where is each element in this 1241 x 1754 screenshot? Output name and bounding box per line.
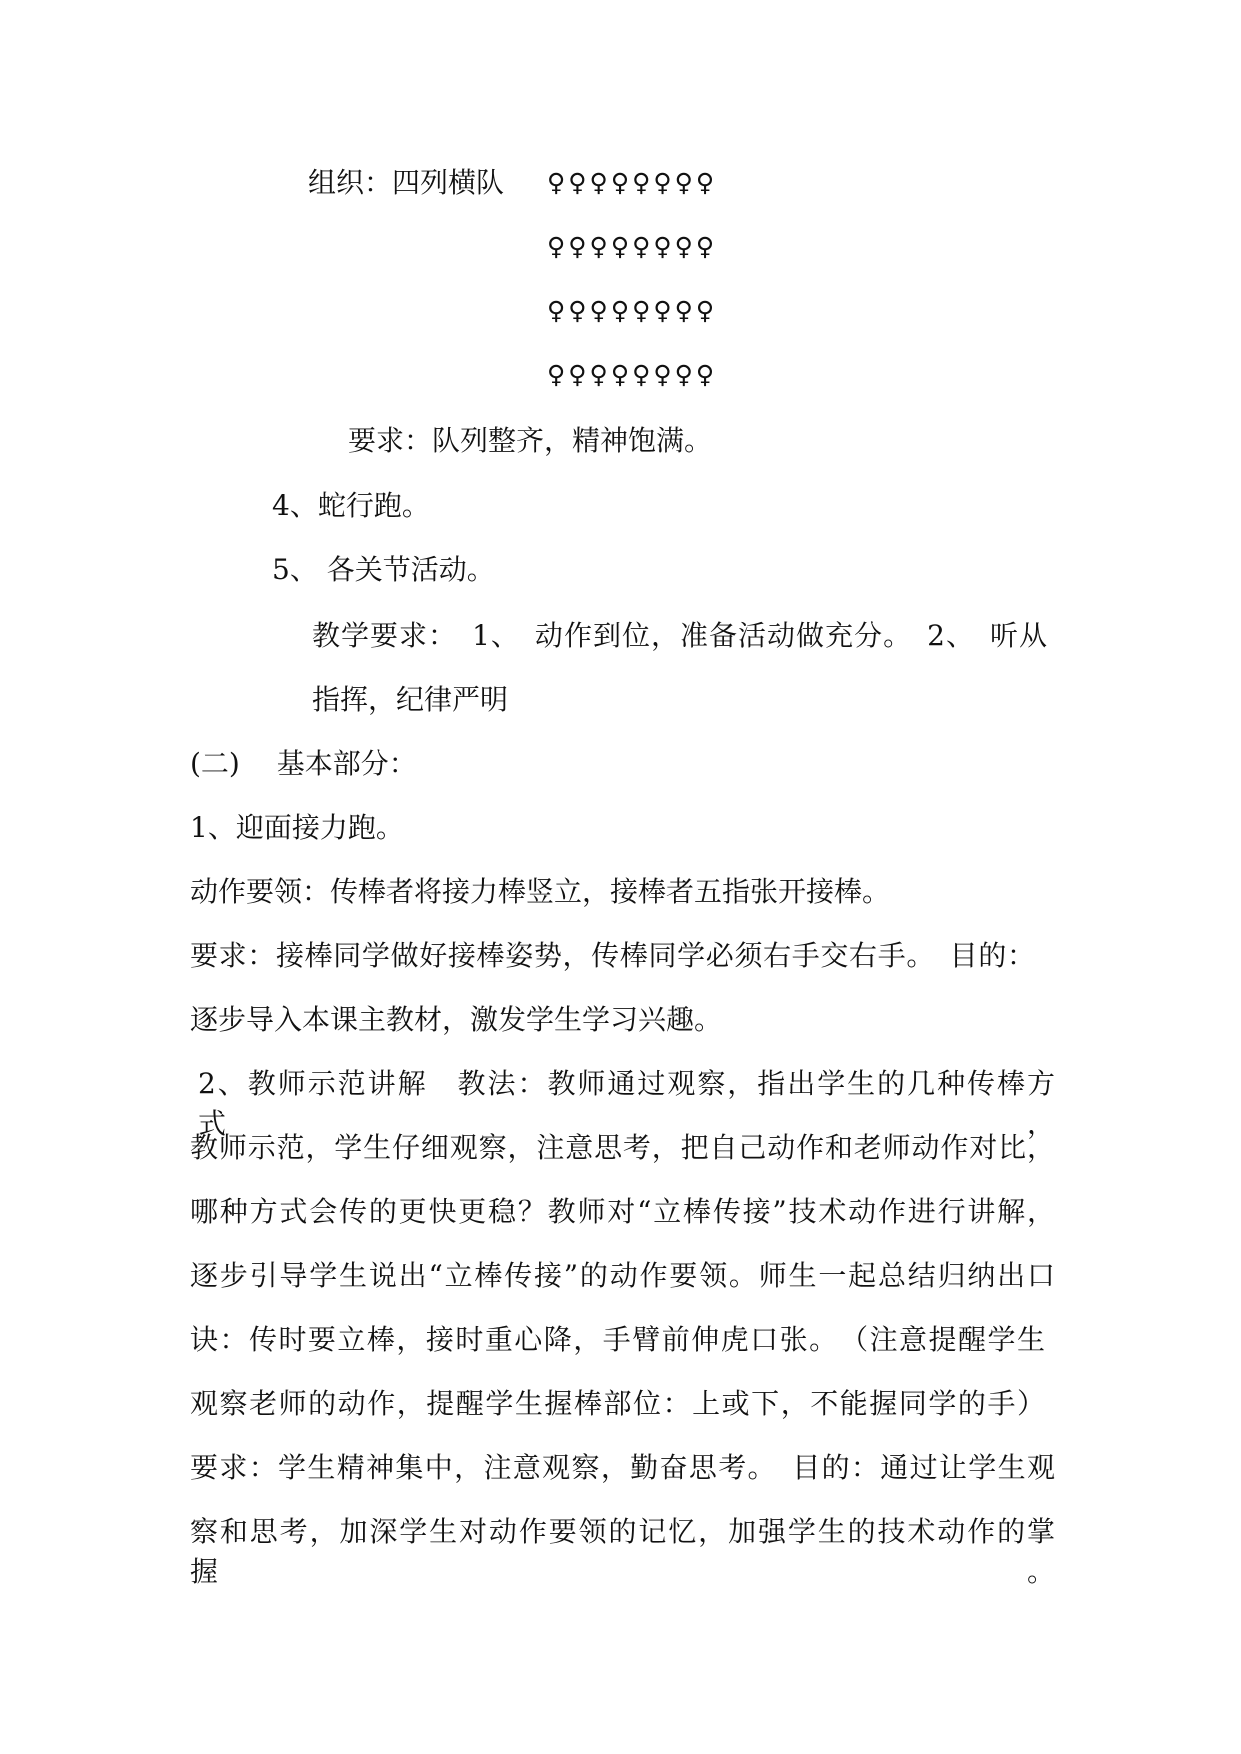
demo-paragraph-line: 要求：学生精神集中，注意观察，勤奋思考。 目的：通过让学生观 (190, 1451, 1055, 1484)
formation-row: ♀♀♀♀♀♀♀♀ (547, 360, 718, 389)
section-heading: (二) 基本部分： (190, 747, 417, 780)
formation-label: 组织：四列横队 (308, 166, 505, 199)
warmup-item-4: 4、蛇行跑。 (272, 489, 430, 522)
requirement-line-2: 逐步导入本课主教材，激发学生学习兴趣。 (190, 1003, 723, 1036)
demo-paragraph-line: 诀：传时要立棒，接时重心降，手臂前伸虎口张。 （注意提醒学生 (190, 1323, 1045, 1356)
requirement-line-1: 要求：接棒同学做好接棒姿势，传棒同学必须右手交右手。 目的： (190, 939, 1035, 972)
demo-paragraph-line: 观察老师的动作，提醒学生握棒部位：上或下，不能握同学的手） (190, 1387, 1045, 1420)
warmup-item-5: 5、 各关节活动。 (272, 553, 495, 586)
formation-requirement: 要求：队列整齐，精神饱满。 (348, 424, 713, 457)
teaching-requirement-line-1: 教学要求： 1、 动作到位，准备活动做充分。 2、 听从 (312, 619, 1047, 652)
formation-row: ♀♀♀♀♀♀♀♀ (547, 232, 718, 261)
formation-row: ♀♀♀♀♀♀♀♀ (547, 168, 718, 197)
demo-paragraph-line: 察和思考，加深学生对动作要领的记忆，加强学生的技术动作的掌握。 (190, 1515, 1055, 1588)
demo-paragraph-line: 哪种方式会传的更快更稳？教师对“立棒传接”技术动作进行讲解， (190, 1195, 1055, 1228)
formation-row: ♀♀♀♀♀♀♀♀ (547, 296, 718, 325)
teaching-requirement-line-2: 指挥，纪律严明 (312, 683, 509, 716)
demo-paragraph-line: 逐步引导学生说出“立棒传接”的动作要领。师生一起总结归纳出口 (190, 1259, 1055, 1292)
basic-item-1: 1、迎面接力跑。 (190, 811, 404, 844)
action-essentials: 动作要领：传棒者将接力棒竖立，接棒者五指张开接棒。 (190, 875, 891, 908)
demo-paragraph-line: 2、教师示范讲解 教法：教师通过观察，指出学生的几种传棒方式， (198, 1067, 1055, 1140)
demo-paragraph-line: 教师示范，学生仔细观察，注意思考，把自己动作和老师动作对比， (190, 1131, 1055, 1164)
